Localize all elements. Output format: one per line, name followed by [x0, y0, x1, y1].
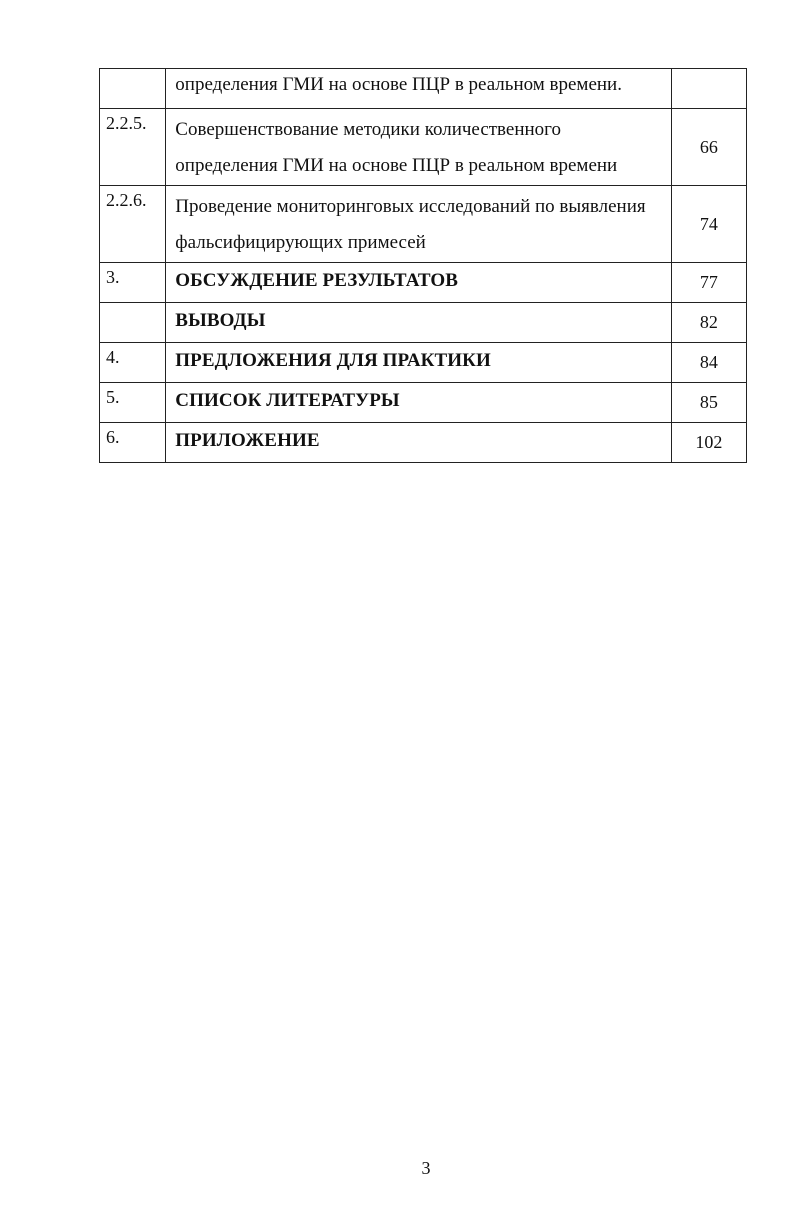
- toc-page-number: 66: [671, 109, 746, 186]
- toc-section-title: [166, 303, 671, 343]
- toc-row: [100, 303, 747, 343]
- toc-title-line: ВЫВОДЫ: [175, 310, 266, 331]
- toc-row: [100, 383, 747, 423]
- toc-section-number: 2.2.5.: [100, 109, 166, 186]
- toc-section-title: [166, 69, 671, 109]
- toc-section-title: [166, 263, 671, 303]
- toc-section-title: [166, 383, 671, 423]
- toc-title-line: Совершенствование методики количественного: [175, 119, 562, 140]
- toc-row: [100, 343, 747, 383]
- toc-section-number: [100, 303, 166, 343]
- toc-page-number: 84: [671, 343, 746, 383]
- toc-row: [100, 69, 747, 109]
- toc-section-title: [166, 423, 671, 463]
- toc-title-line: фальсифицирующих примесей: [175, 232, 426, 253]
- toc-section-number: 4.: [100, 343, 166, 383]
- toc-title-line: определения ГМИ на основе ПЦР в реальном времени: [175, 155, 618, 176]
- page-number: 3: [421, 1158, 431, 1178]
- toc-page-number: 74: [671, 186, 746, 263]
- toc-title-line: ПРИЛОЖЕНИЕ: [175, 430, 320, 451]
- toc-section-number: 5.: [100, 383, 166, 423]
- toc-title-line: ПРЕДЛОЖЕНИЯ ДЛЯ ПРАКТИКИ: [175, 350, 491, 371]
- toc-section-number: 2.2.6.: [100, 186, 166, 263]
- toc-section-number: [100, 69, 166, 109]
- toc-page-number: 77: [671, 263, 746, 303]
- toc-row: [100, 109, 747, 186]
- toc-section-number: 6.: [100, 423, 166, 463]
- toc-section-title: [166, 109, 671, 186]
- table-of-contents: [99, 68, 747, 463]
- toc-row: [100, 186, 747, 263]
- toc-title-line: Проведение мониторинговых исследований по выявления: [175, 196, 646, 217]
- toc-title-line: ОБСУЖДЕНИЕ РЕЗУЛЬТАТОВ: [175, 270, 459, 291]
- toc-section-title: [166, 186, 671, 263]
- toc-page-number: 82: [671, 303, 746, 343]
- toc-title-line: СПИСОК ЛИТЕРАТУРЫ: [175, 390, 400, 411]
- toc-row: [100, 423, 747, 463]
- toc-title-line: определения ГМИ на основе ПЦР в реальном времени.: [175, 74, 622, 95]
- toc-page-number: 102: [671, 423, 746, 463]
- toc-section-title: [166, 343, 671, 383]
- toc-row: [100, 263, 747, 303]
- toc-page-number: [671, 69, 746, 109]
- toc-section-number: 3.: [100, 263, 166, 303]
- toc-page-number: 85: [671, 383, 746, 423]
